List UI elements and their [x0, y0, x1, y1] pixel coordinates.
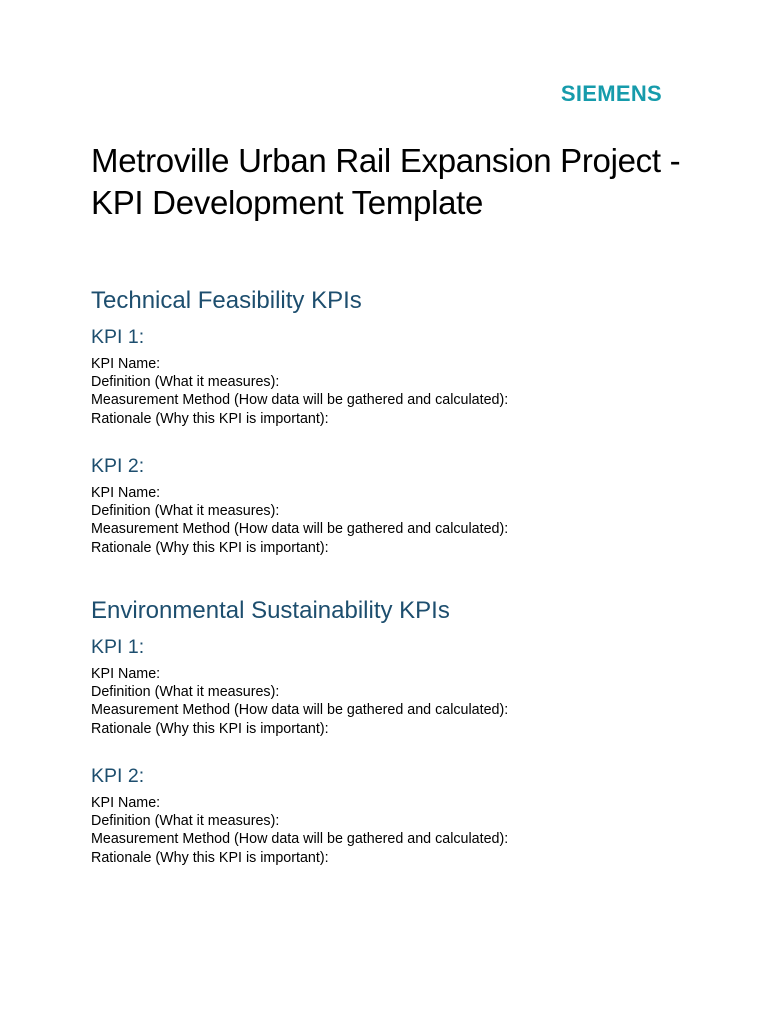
section-technical-feasibility — [91, 286, 711, 316]
measurement-method-field: Measurement Method (How data will be gathered and calculated): — [91, 702, 509, 719]
kpi-name-field: KPI Name: — [91, 485, 161, 501]
kpi-name-field: KPI Name: — [91, 666, 161, 682]
rationale-field: Rationale (Why this KPI is important): — [91, 539, 329, 556]
document-title: Metroville Urban Rail Expansion Project - KPI Development Template — [91, 142, 681, 221]
definition-field: Definition (What it measures): — [91, 503, 280, 520]
kpi-name-field: KPI Name: — [91, 795, 161, 811]
kpi-heading: KPI 1: — [91, 636, 145, 658]
measurement-method-field: Measurement Method (How data will be gathered and calculated): — [91, 392, 509, 409]
kpi-block — [91, 455, 711, 557]
kpi-heading: KPI 2: — [91, 455, 145, 477]
siemens-logo: SIEMENS — [560, 81, 662, 106]
rationale-field: Rationale (Why this KPI is important): — [91, 720, 329, 737]
measurement-method-field: Measurement Method (How data will be gathered and calculated): — [91, 831, 509, 848]
kpi-heading: KPI 1: — [91, 326, 145, 348]
section-environmental-sustainability — [91, 596, 711, 626]
kpi-block — [91, 636, 711, 738]
kpi-name-field: KPI Name: — [91, 356, 161, 372]
measurement-method-field: Measurement Method (How data will be gathered and calculated): — [91, 521, 509, 538]
kpi-block — [91, 765, 711, 867]
section-heading: Technical Feasibility KPIs — [91, 287, 362, 314]
definition-field: Definition (What it measures): — [91, 684, 280, 701]
kpi-heading: KPI 2: — [91, 765, 145, 787]
rationale-field: Rationale (Why this KPI is important): — [91, 410, 329, 427]
definition-field: Definition (What it measures): — [91, 374, 280, 391]
definition-field: Definition (What it measures): — [91, 813, 280, 830]
section-heading: Environmental Sustainability KPIs — [91, 597, 450, 624]
kpi-block — [91, 326, 711, 428]
rationale-field: Rationale (Why this KPI is important): — [91, 849, 329, 866]
